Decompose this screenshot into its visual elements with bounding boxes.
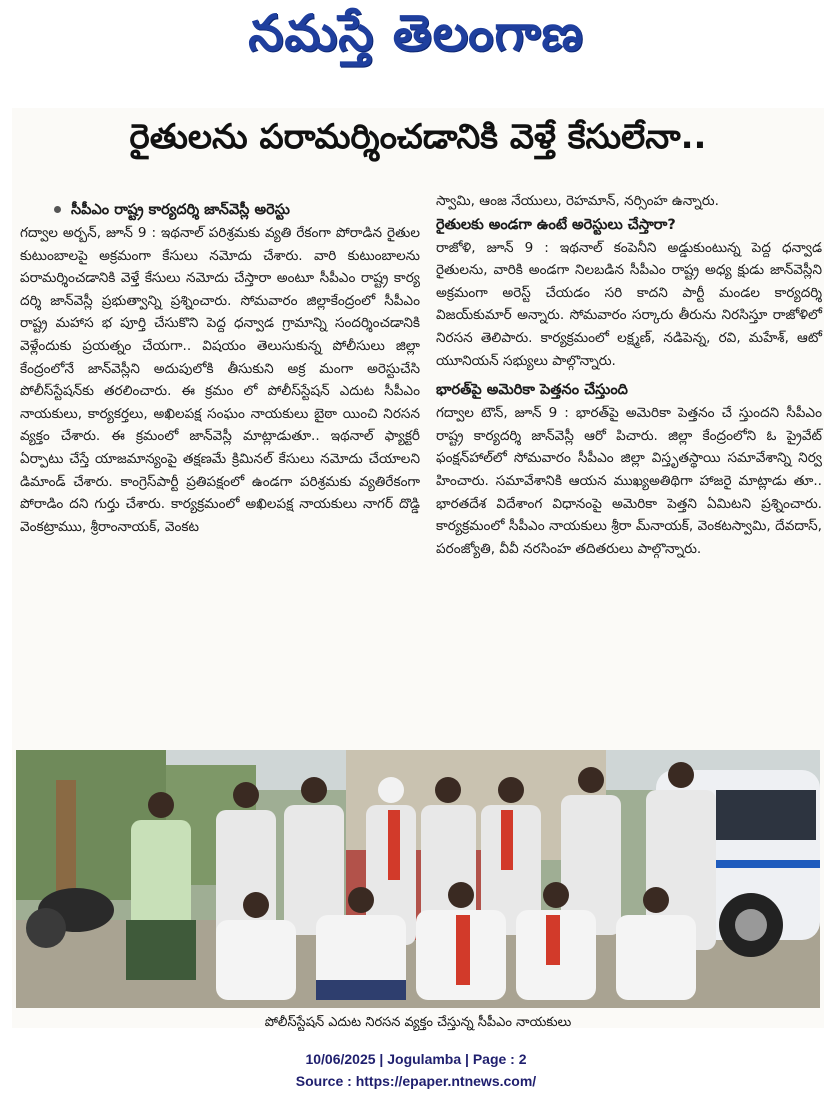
protest-photo-illustration	[16, 750, 820, 1008]
footer	[0, 1048, 832, 1092]
article-clipping	[12, 108, 824, 1028]
left-body-text: గద్వాల అర్బన్, జూన్ 9 : ఇథనాల్ పరిశ్రమకు వ్యతి రేకంగా పోరాడిన రైతుల కుటుంబాలపై అక్రమంగా కేసులు నమోదు చేశారు. వారి కుటుంబాలను పరామర్శించడానికి వెళ్తే కేసులు నమోదు చేస్తారా అంటూ సీపీఎం రాష్ట్ర కార్య దర్శి జాన్‌వెస్లీ ప్రభుత్వాన్ని ప్రశ్నించారు. సోమవారం జిల్లాకేంద్రంలో సీపీఎం రాష్ట్ర మహాస భ పూర్తి చేసుకొని పెద్ద ధన్వాడ గ్రామాన్ని సందర్శించడానికి వెళ్లేందుకు ప్రయత్నం చేయగా.. విషయం తెలుసుకున్న పోలీసులు జిల్లా కేంద్రంలోనే జాన్‌వెస్లీని అదుపులోకి తీసుకుని అక్ర మంగా అరెస్టుచేసి పోలీస్‌స్టేషన్‌కు తరలించారు. ఈ క్రమం లో పోలీస్‌స్టేషన్ ఎదుట సీపీఎం నాయకులు, కార్యకర్తలు, అఖిలపక్ష సంఘం నాయకులు బైఠా యించి నిరసన వ్యక్తం చేశారు. ఈ క్రమంలో జాన్‌వెస్లీ మాట్లాడుతూ.. ఇథనాల్ ఫ్యాక్టరీ ఏర్పాటు చేస్తే యాజమాన్యంపై తక్షణమే క్రిమినల్ కేసులు నమోదు చేయాలని డిమాండ్ చేశారు. కాంగ్రెస్‌పార్టీ ప్రతిపక్షంలో ఉండగా పరిశ్రమకు వ్యతిరేకంగా పోరాడిం దని గుర్తు చేశారు. కార్యక్రమంలో అఖిలపక్ష నాయకులు నాగర్ దొడ్డి వెంకట్రాముు, శ్రీరాంనాయక్, వెంకట	[20, 225, 420, 535]
bullet-icon	[54, 206, 61, 213]
masthead	[0, 0, 832, 78]
footer-source: Source : https://epaper.ntnews.com/	[295, 1073, 537, 1089]
left-column	[20, 198, 420, 538]
right-column	[436, 190, 822, 560]
footer-date-edition: 10/06/2025 | Jogulamba | Page : 2	[305, 1051, 527, 1067]
right-body-text-1: రాజోళి, జూన్ 9 : ఇథనాల్ కంపెనీని అడ్డుకుంటున్న పెద్ద ధన్వాడ రైతులను, వారికి అండగా నిలబడిన సీపీఎం రాష్ట్ర అధ్య క్షుడు జాన్‌వెస్లీని అక్రమంగా అరెస్ట్ చేయడం సరి కాదని పార్టీ మండల కార్యదర్శి విజయ్‌కుమార్ అన్నారు. సోమవారం సర్కారు తీరును నిరసిస్తూ రాజోళిలో నిరసన తెలిపారు. కార్యక్రమంలో లక్ష్మణ్, నడిపెన్న, రవి, మహేశ్, ఆటో యూనియన్ సభ్యులు పాల్గొన్నారు.	[436, 239, 822, 369]
protest-photo	[16, 750, 820, 1008]
right-continuation-text: స్వామి, ఆంజ నేయులు, రెహమాన్, నర్సింహ ఉన్నారు.	[436, 193, 719, 209]
left-subheading-text: సీపీఎం రాష్ట్ర కార్యదర్శి జాన్‌వెస్లీ అరెస్టు	[71, 202, 290, 218]
newspaper-logo: నమస్తే తెలంగాణ	[248, 4, 584, 62]
right-subheading-2: భారత్‌పై అమెరికా పెత్తనం చేస్తుంది	[436, 382, 628, 399]
left-subheading	[20, 198, 420, 222]
right-subheading-1: రైతులకు అండగా ఉంటే అరెస్టులు చేస్తారా?	[436, 216, 676, 233]
article-headline: రైతులను పరామర్శించడానికి వెళ్తే కేసులేనా..	[129, 117, 707, 157]
right-body-text-2: గద్వాల టౌన్, జూన్ 9 : భారత్‌పై అమెరికా పెత్తనం చే స్తుందని సీపీఎం రాష్ట్ర కార్యదర్శి జాన్‌వెస్లీ ఆరో పిచారు. జిల్లా కేంద్రంలోని ఓ ప్రైవేట్ ఫంక్షన్‌హాల్‌లో సోమవారం సీపీఎం జిల్లా విస్తృతస్థాయి సమావేశాన్ని నిర్వ హించారు. సమావేశానికి ఆయన ముఖ్యఅతిథిగా హాజరై మాట్లాడు తూ.. భారతదేశ విదేశాంగ విధానంపై అమెరికా పెత్తని ఏమిటని ప్రశ్నించారు. కార్యక్రమంలో సీపీఎం నాయకులు శ్రీరా మ్‌నాయక్, వెంకటస్వామి, దేవదాస్, పరంజ్యోతి, వీవీ నరసింహ తదితరులు పాల్గొన్నారు.	[436, 405, 822, 557]
photo-caption: పోలీస్‌స్టేషన్ ఎదుట నిరసన వ్యక్తం చేస్తున్న సీపీఎం నాయకులు	[264, 1015, 572, 1030]
